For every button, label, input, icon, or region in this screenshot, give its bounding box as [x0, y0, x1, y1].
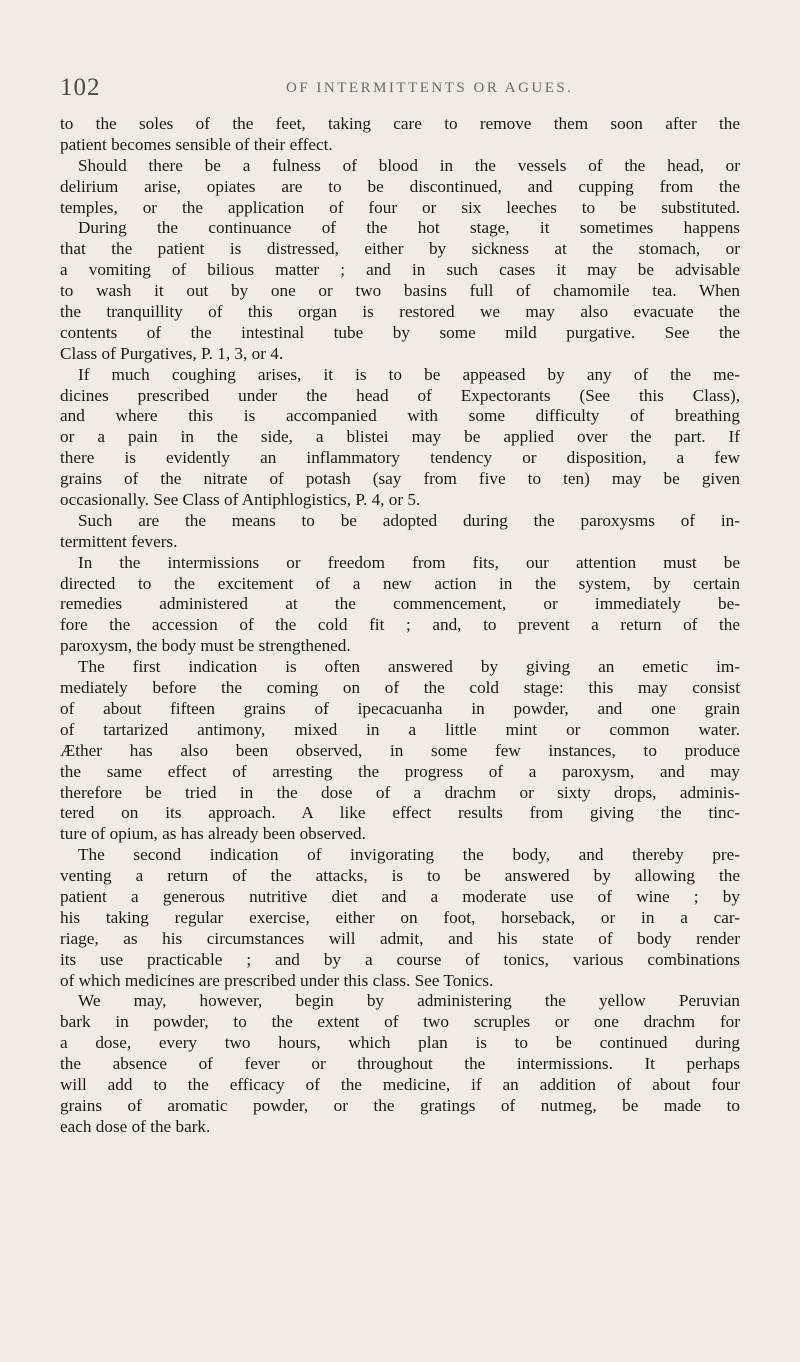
- text-line: to wash it out by one or two basins full of chamomile tea. When: [60, 281, 740, 301]
- text-line: will add to the efficacy of the medicine, if an addition of about four: [60, 1074, 740, 1094]
- body-text: [60, 114, 740, 1138]
- text-line: occasionally. See Class of Antiphlogistics, P. 4, or 5.: [60, 490, 421, 510]
- text-line: and where this is accompanied with some difficulty of breathing: [60, 406, 740, 426]
- text-line: Class of Purgatives, P. 1, 3, or 4.: [60, 343, 284, 363]
- text-line: Such are the means to be adopted during the paroxysms of in-: [78, 510, 740, 530]
- text-line: contents of the intestinal tube by some mild purgative. See the: [60, 322, 740, 342]
- text-line: termittent fevers.: [60, 531, 178, 551]
- text-line: of tartarized antimony, mixed in a little mint or common water.: [60, 719, 740, 739]
- text-line: temples, or the application of four or six leeches to be substituted.: [60, 197, 740, 217]
- text-line: paroxysm, the body must be strengthened.: [60, 636, 351, 656]
- running-head-title: OF INTERMITTENTS OR AGUES.: [286, 80, 574, 96]
- text-line: bark in powder, to the extent of two scruples or one drachm for: [60, 1012, 740, 1032]
- text-line: mediately before the coming on of the cold stage: this may consist: [60, 678, 740, 698]
- text-line: a dose, every two hours, which plan is to be continued during: [60, 1033, 740, 1053]
- running-head: [60, 74, 740, 104]
- text-line: tered on its approach. A like effect results from giving the tinc-: [60, 803, 740, 823]
- text-line: that the patient is distressed, either by sickness at the stomach, or: [60, 239, 740, 259]
- text-line: grains of aromatic powder, or the gratings of nutmeg, be made to: [60, 1095, 740, 1115]
- text-line: We may, however, begin by administering the yellow Peruvian: [78, 991, 740, 1011]
- text-line: Æther has also been observed, in some few instances, to produce: [60, 740, 740, 760]
- text-line: The first indication is often answered by giving an emetic im-: [78, 657, 740, 677]
- text-line: therefore be tried in the dose of a drachm or sixty drops, adminis-: [60, 782, 740, 802]
- text-line: the absence of fever or throughout the intermissions. It perhaps: [60, 1054, 740, 1074]
- text-line: a vomiting of bilious matter ; and in such cases it may be advisable: [60, 260, 740, 280]
- text-line: directed to the excitement of a new action in the system, by certain: [60, 573, 740, 593]
- text-line: grains of the nitrate of potash (say from five to ten) may be given: [60, 469, 740, 489]
- text-line: each dose of the bark.: [60, 1116, 211, 1136]
- text-line: to the soles of the feet, taking care to remove them soon after the: [60, 114, 740, 133]
- page-number: 102: [60, 74, 101, 101]
- text-line: delirium arise, opiates are to be discontinued, and cupping from the: [60, 176, 740, 196]
- text-line: patient becomes sensible of their effect.: [60, 134, 333, 154]
- text-line: ture of opium, as has already been observed.: [60, 824, 366, 844]
- text-line: its use practicable ; and by a course of tonics, various combinations: [60, 949, 740, 969]
- text-line: The second indication of invigorating the body, and thereby pre-: [78, 845, 740, 865]
- text-line: Should there be a fulness of blood in the vessels of the head, or: [78, 155, 740, 175]
- text-line: During the continuance of the hot stage, it sometimes happens: [78, 218, 740, 238]
- text-line: venting a return of the attacks, is to be answered by allowing the: [60, 866, 740, 886]
- text-line: the tranquillity of this organ is restored we may also evacuate the: [60, 302, 740, 322]
- text-line: remedies administered at the commencement, or immediately be-: [60, 594, 740, 614]
- text-line: the same effect of arresting the progress of a paroxysm, and may: [60, 761, 740, 781]
- text-line: of which medicines are prescribed under this class. See Tonics.: [60, 970, 494, 990]
- text-line: patient a generous nutritive diet and a moderate use of wine ; by: [60, 886, 740, 906]
- text-line: In the intermissions or freedom from fits, our attention must be: [78, 552, 740, 572]
- text-line: dicines prescribed under the head of Expectorants (See this Class),: [60, 385, 740, 405]
- text-line: there is evidently an inflammatory tendency or disposition, a few: [60, 448, 740, 468]
- text-line: riage, as his circumstances will admit, and his state of body render: [60, 928, 740, 948]
- text-line: his taking regular exercise, either on foot, horseback, or in a car-: [60, 907, 740, 927]
- text-line: or a pain in the side, a blistei may be applied over the part. If: [60, 427, 740, 447]
- text-line: If much coughing arises, it is to be appeased by any of the me-: [78, 364, 740, 384]
- text-line: fore the accession of the cold fit ; and, to prevent a return of the: [60, 615, 740, 635]
- text-line: of about fifteen grains of ipecacuanha in powder, and one grain: [60, 698, 740, 718]
